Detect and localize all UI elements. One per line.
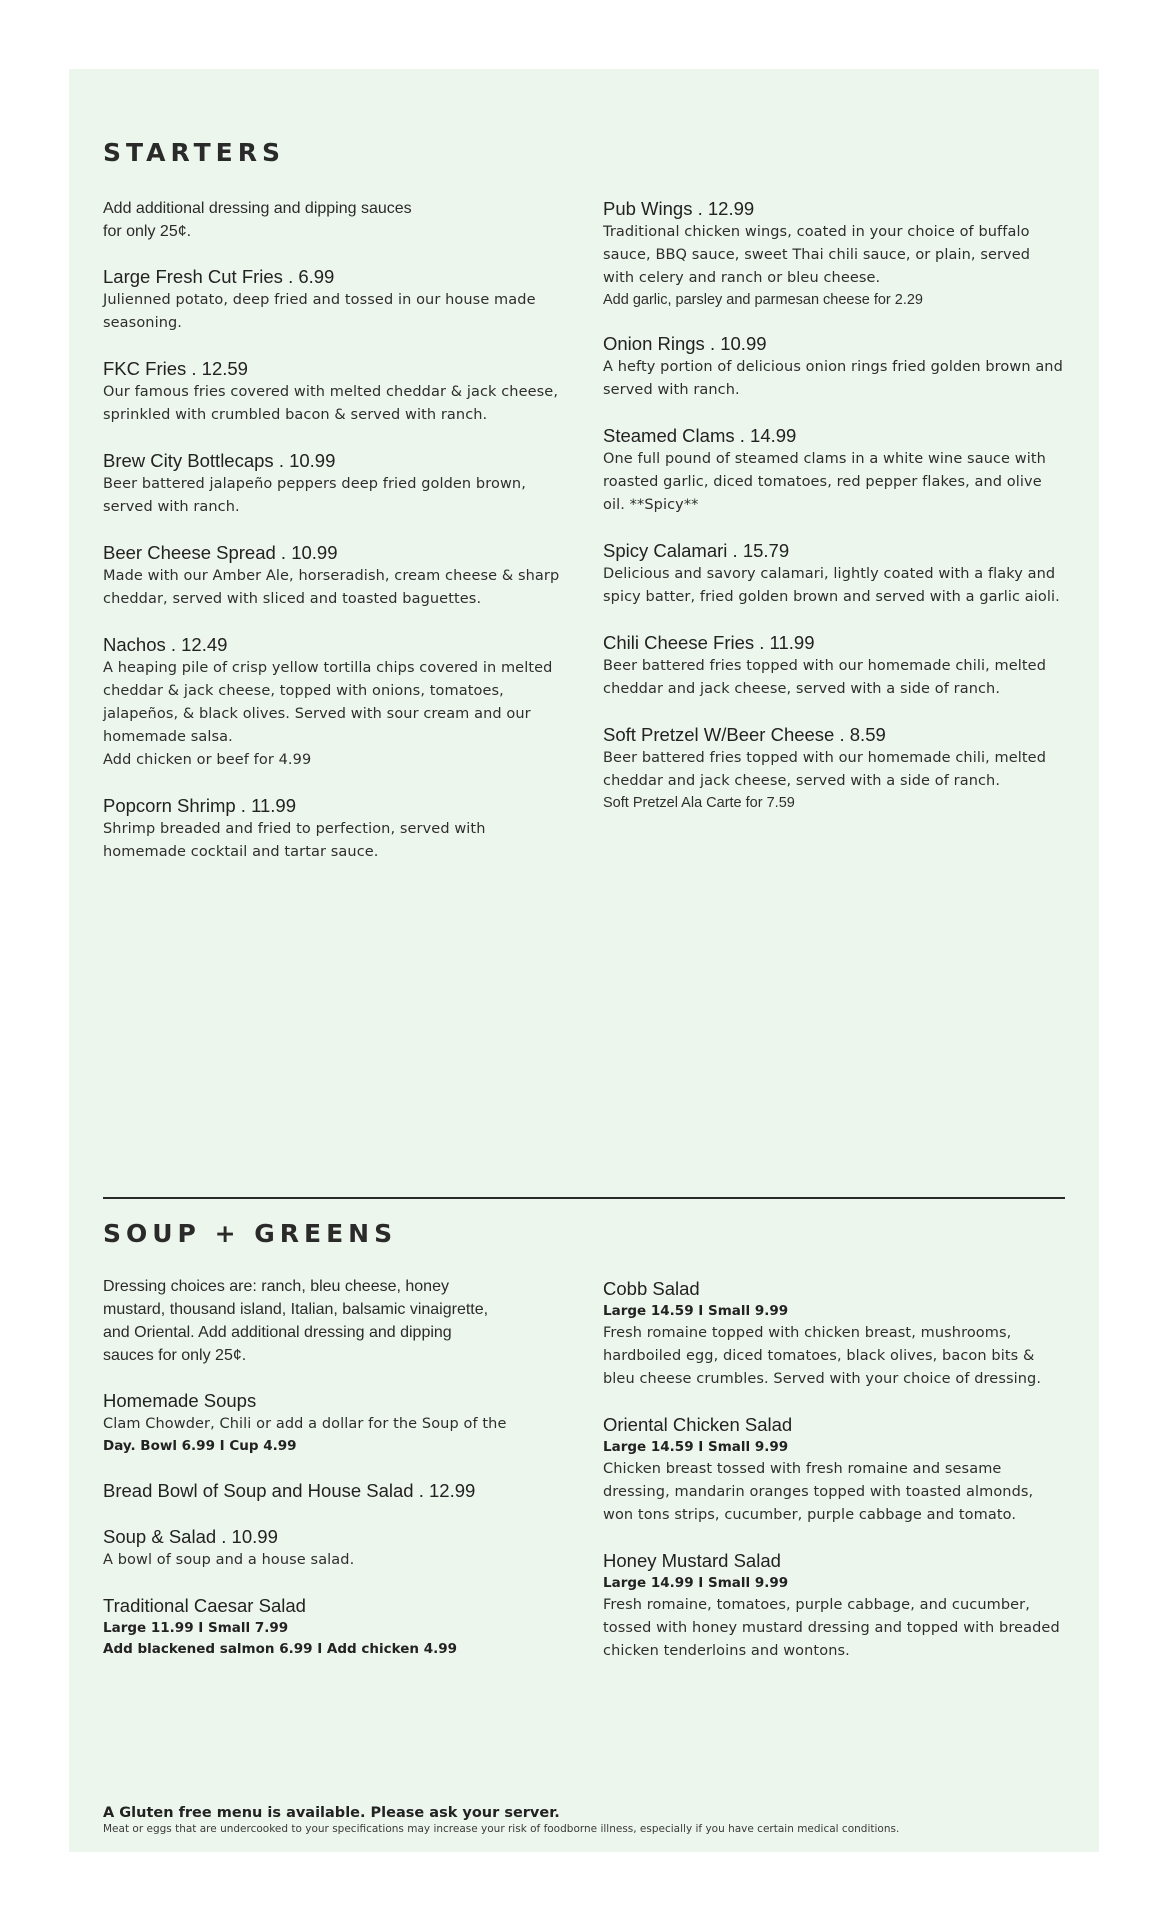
item-name: Nachos . 12.49 — [103, 634, 228, 655]
item-name: Brew City Bottlecaps . 10.99 — [103, 450, 336, 471]
item-description: Fresh romaine topped with chicken breast, mushrooms, hardboiled egg, diced tomatoes, black olives, bacon bits & bleu cheese crumbles. Served with your choice of dressing. — [603, 1325, 1042, 1387]
menu-item-honey-mustard-salad — [603, 1549, 1063, 1663]
item-name: Onion Rings . 10.99 — [603, 333, 767, 354]
soup-greens-title: SOUP + GREENS — [103, 1219, 398, 1248]
item-name: Homemade Soups — [103, 1390, 257, 1411]
menu-item-beer-cheese-spread — [103, 541, 563, 611]
menu-panel — [69, 69, 1099, 1852]
menu-item-steamed-clams — [603, 424, 1063, 517]
soup-greens-intro: Dressing choices are: ranch, bleu cheese, honey mustard, thousand island, Italian, balsamic vinaigrette, and Oriental. Add additional dressing and dipping sauces for only 25¢. — [103, 1278, 489, 1364]
item-name: Honey Mustard Salad — [603, 1550, 781, 1571]
item-description: Beer battered fries topped with our homemade chili, melted cheddar and jack cheese, served with a side of ranch. — [603, 750, 1047, 789]
item-note: Add chicken or beef for 4.99 — [103, 752, 312, 768]
menu-item-onion-rings — [603, 332, 1063, 402]
item-description: Beer battered fries topped with our homemade chili, melted cheddar and jack cheese, served with a side of ranch. — [603, 658, 1047, 697]
starters-section — [103, 138, 1065, 167]
menu-item-large-fresh-cut-fries — [103, 265, 563, 335]
item-extras: Add blackened salmon 6.99 I Add chicken 4.99 — [103, 1641, 458, 1657]
item-name: Steamed Clams . 14.99 — [603, 425, 797, 446]
menu-item-chili-cheese-fries — [603, 631, 1063, 701]
item-name: FKC Fries . 12.59 — [103, 358, 248, 379]
item-description: One full pound of steamed clams in a white wine sauce with roasted garlic, diced tomatoes, red pepper flakes, and olive oil. **Spicy** — [603, 451, 1046, 513]
item-description: Traditional chicken wings, coated in your choice of buffalo sauce, BBQ sauce, sweet Thai chili sauce, or plain, served with celery and ranch or bleu cheese. — [603, 224, 1031, 286]
menu-item-spicy-calamari — [603, 539, 1063, 609]
item-name: Chili Cheese Fries . 11.99 — [603, 632, 815, 653]
menu-item-homemade-soups — [103, 1389, 563, 1457]
soup-greens-left-column — [103, 1275, 507, 1682]
item-name: Soup & Salad . 10.99 — [103, 1526, 278, 1547]
food-safety-disclaimer: Meat or eggs that are undercooked to your specifications may increase your risk of foodborne illness, especially if you have certain medical conditions. — [103, 1823, 900, 1835]
gluten-free-notice: A Gluten free menu is available. Please ask your server. — [103, 1805, 560, 1821]
starters-intro: Add additional dressing and dipping sauces for only 25¢. — [103, 200, 412, 240]
menu-item-brew-city-bottlecaps — [103, 449, 563, 519]
item-sizes: Large 14.59 I Small 9.99 — [603, 1303, 789, 1319]
item-name: Pub Wings . 12.99 — [603, 198, 755, 219]
item-sizes: Day. Bowl 6.99 I Cup 4.99 — [103, 1438, 297, 1454]
starters-right-column — [603, 197, 1063, 835]
item-description: Our famous fries covered with melted cheddar & jack cheese, sprinkled with crumbled bacon & served with ranch. — [103, 384, 559, 423]
item-description: Chicken breast tossed with fresh romaine and sesame dressing, mandarin oranges topped with toasted almonds, won tons strips, cucumber, purple cabbage and tomato. — [603, 1461, 1034, 1523]
menu-item-oriental-chicken-salad — [603, 1413, 1063, 1527]
item-name: Spicy Calamari . 15.79 — [603, 540, 790, 561]
item-note: Add garlic, parsley and parmesan cheese for 2.29 — [603, 292, 923, 308]
menu-item-pub-wings — [603, 197, 1063, 310]
starters-left-column — [103, 197, 563, 886]
item-description: Delicious and savory calamari, lightly coated with a flaky and spicy batter, fried golden brown and served with a garlic aioli. — [603, 566, 1060, 605]
item-sizes: Large 11.99 I Small 7.99 — [103, 1620, 289, 1636]
item-name: Beer Cheese Spread . 10.99 — [103, 542, 338, 563]
section-divider — [103, 1197, 1065, 1199]
item-description: A bowl of soup and a house salad. — [103, 1552, 355, 1568]
item-name: Traditional Caesar Salad — [103, 1595, 306, 1616]
menu-item-bread-bowl — [103, 1479, 563, 1503]
item-sizes: Large 14.99 I Small 9.99 — [603, 1575, 789, 1591]
item-name: Popcorn Shrimp . 11.99 — [103, 795, 296, 816]
menu-item-caesar-salad — [103, 1594, 563, 1660]
menu-item-soft-pretzel — [603, 723, 1063, 813]
item-description: Shrimp breaded and fried to perfection, served with homemade cocktail and tartar sauce. — [103, 821, 486, 860]
item-sizes: Large 14.59 I Small 9.99 — [603, 1439, 789, 1455]
item-name: Soft Pretzel W/Beer Cheese . 8.59 — [603, 724, 886, 745]
item-description: Clam Chowder, Chili or add a dollar for the Soup of the — [103, 1416, 507, 1432]
menu-item-fkc-fries — [103, 357, 563, 427]
item-name: Large Fresh Cut Fries . 6.99 — [103, 266, 335, 287]
item-description: A hefty portion of delicious onion rings fried golden brown and served with ranch. — [603, 359, 1063, 398]
menu-item-nachos — [103, 633, 563, 772]
menu-item-cobb-salad — [603, 1277, 1063, 1391]
menu-item-popcorn-shrimp — [103, 794, 563, 864]
menu-item-soup-and-salad — [103, 1525, 563, 1572]
item-description: Beer battered jalapeño peppers deep fried golden brown, served with ranch. — [103, 476, 526, 515]
item-name: Bread Bowl of Soup and House Salad . 12.99 — [103, 1480, 476, 1501]
item-note: Soft Pretzel Ala Carte for 7.59 — [603, 795, 795, 811]
starters-title: STARTERS — [103, 138, 285, 167]
item-description: Julienned potato, deep fried and tossed in our house made seasoning. — [103, 292, 536, 331]
item-name: Oriental Chicken Salad — [603, 1414, 793, 1435]
soup-greens-section — [103, 1219, 1065, 1248]
menu-footer — [103, 1804, 1065, 1836]
soup-greens-right-column — [603, 1277, 1063, 1685]
item-description: Fresh romaine, tomatoes, purple cabbage, and cucumber, tossed with honey mustard dressing and topped with breaded chicken tenderloins and wontons. — [603, 1597, 1060, 1659]
item-name: Cobb Salad — [603, 1278, 700, 1299]
item-description: Made with our Amber Ale, horseradish, cream cheese & sharp cheddar, served with sliced and toasted baguettes. — [103, 568, 560, 607]
item-description: A heaping pile of crisp yellow tortilla chips covered in melted cheddar & jack cheese, topped with onions, tomatoes, jalapeños, & black olives. Served with sour cream and our homemade salsa. — [103, 660, 553, 745]
